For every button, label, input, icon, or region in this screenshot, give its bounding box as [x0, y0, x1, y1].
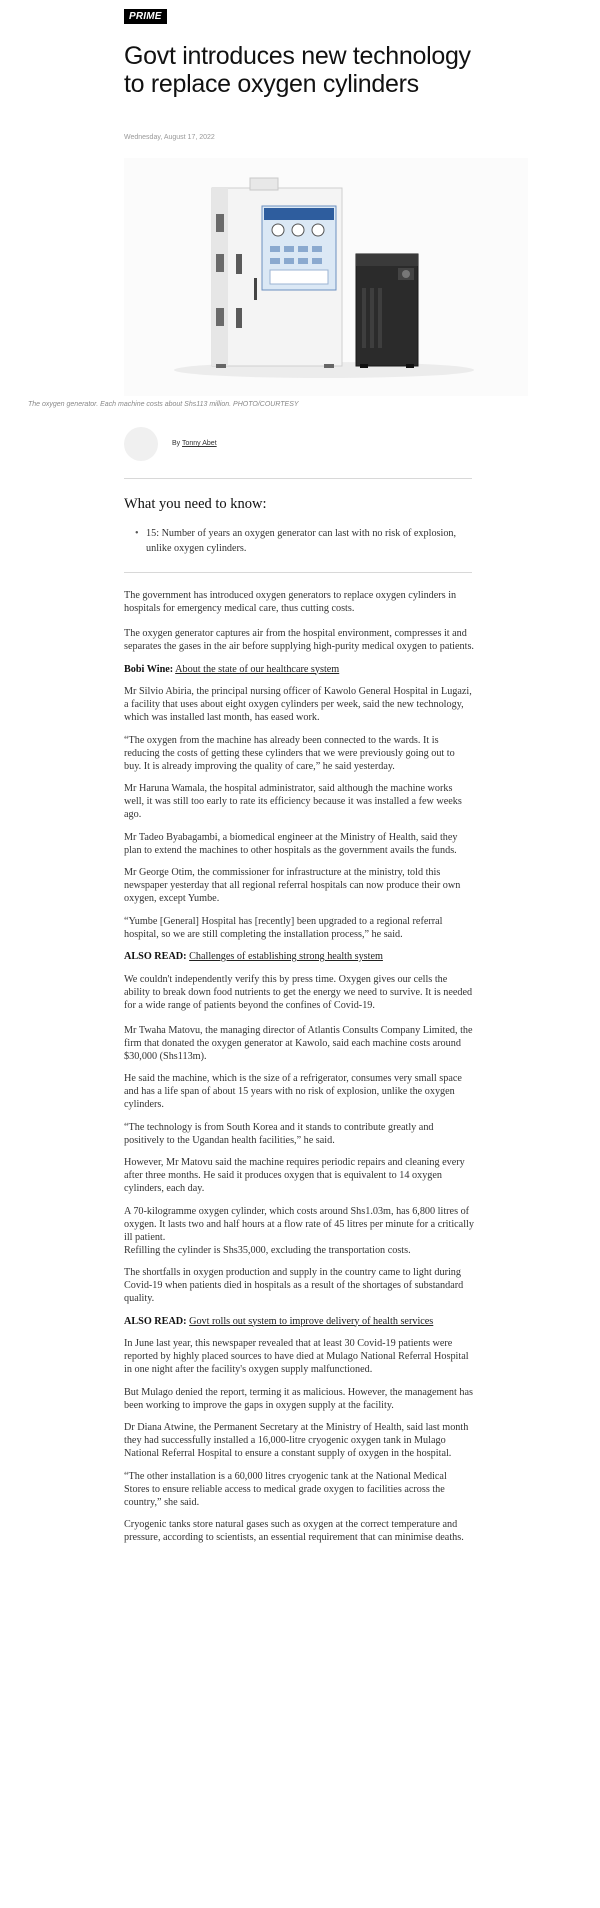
what-you-need-to-know-heading: What you need to know:: [124, 496, 267, 512]
image-caption: The oxygen generator. Each machine costs about Shs113 million. PHOTO/COURTESY: [28, 401, 299, 408]
paragraph: “The technology is from South Korea and it stands to contribute greatly and positively to the Ugandan health facilities,” he said.: [124, 1121, 434, 1146]
list-item: [124, 527, 472, 556]
author-avatar: [124, 427, 158, 461]
paragraph: We couldn't independently verify this by press time. Oxygen gives our cells the ability to break down food nutrients to get the energy we need to survive. It is needed for a wide range of patients beyond the confines of Covid-19.: [124, 973, 473, 1011]
related-link-bobi-wine: [124, 663, 474, 676]
author-byline: [172, 440, 217, 447]
publish-date: Wednesday, August 17, 2022: [124, 134, 215, 141]
divider-top: [124, 478, 472, 479]
what-you-need-to-know-list: [124, 527, 472, 556]
paragraph: A 70-kilogramme oxygen cylinder, which costs around Shs1.03m, has 6,800 litres of oxygen. It lasts two and half hours at a flow rate of 45 litres per minute for a critically ill patient.: [124, 1205, 474, 1243]
paragraph: The government has introduced oxygen generators to replace oxygen cylinders in hospitals for emergency medical care, thus cutting costs.: [124, 590, 457, 614]
related-link-text[interactable]: Govt rolls out system to improve delivery of health services: [189, 1315, 434, 1327]
paragraph: “The other installation is a 60,000 litres cryogenic tank at the National Medical Stores to ensure reliable access to medical grade oxygen to facilities across the country,” she said.: [124, 1470, 447, 1508]
paragraph: Mr George Otim, the commissioner for infrastructure at the ministry, told this newspaper yesterday that all regional referral hospitals can now produce their own oxygen, except Yumbe.: [124, 867, 461, 904]
related-link-text[interactable]: About the state of our healthcare system: [175, 663, 340, 675]
article-body: [124, 589, 474, 1554]
paragraph: Refilling the cylinder is Shs35,000, excluding the transportation costs.: [124, 1244, 411, 1256]
hero-image: [124, 158, 528, 396]
paragraph: Mr Silvio Abiria, the principal nursing officer of Kawolo General Hospital in Lugazi, a facility that uses about eight oxygen cylinders per week, said the new technology, which was installed last month, has eased work.: [124, 686, 472, 723]
paragraph: But Mulago denied the report, terming it as malicious. However, the management has been working to improve the gaps in oxygen supply at the facility.: [124, 1386, 473, 1411]
paragraph: Dr Diana Atwine, the Permanent Secretary at the Ministry of Health, said last month they had successfully installed a 16,000-litre cryogenic oxygen tank in Mulago National Referral Hospital to ensure a constant supply of oxygen in the hospital.: [124, 1422, 469, 1459]
paragraph: The oxygen generator captures air from the hospital environment, compresses it and separates the gases in the air before supplying high-purity medical oxygen to patients.: [124, 628, 474, 652]
paragraph: The shortfalls in oxygen production and supply in the country came to light during Covid-19 when patients died in hospitals as a result of the shortages of substandard quality.: [124, 1267, 464, 1304]
related-link-govt-rolls-out: [124, 1315, 474, 1328]
author-prefix: By: [172, 440, 181, 447]
divider-bottom: [124, 572, 472, 573]
paragraph: “Yumbe [General] Hospital has [recently] been upgraded to a regional referral hospital, so we are still completing the installation process,” he said.: [124, 915, 443, 940]
paragraph: In June last year, this newspaper revealed that at least 30 Covid-19 patients were reported by highly placed sources to have died at Mulago National Referral Hospital in one night after the facility's oxygen supply malfunctioned.: [124, 1338, 469, 1375]
article-title: Govt introduces new technology to replace oxygen cylinders: [124, 42, 471, 98]
prime-badge: PRIME: [124, 9, 167, 24]
related-link-lead: ALSO READ:: [124, 1315, 187, 1327]
related-link-text[interactable]: Challenges of establishing strong health system: [189, 951, 383, 962]
paragraph: Mr Haruna Wamala, the hospital administrator, said although the machine works well, it was still too early to rate its efficiency because it was installed a few weeks ago.: [124, 783, 462, 820]
paragraph: Cryogenic tanks store natural gases such as oxygen at the correct temperature and pressure, according to scientists, an essential requirement that can minimise deaths.: [124, 1519, 464, 1543]
paragraph: However, Mr Matovu said the machine requires periodic repairs and cleaning every after three months. He said it produces oxygen that is equivalent to 14 oxygen cylinders, each day.: [124, 1157, 465, 1194]
related-link-challenges: [124, 950, 474, 963]
bullet-icon: •: [135, 528, 139, 539]
paragraph: He said the machine, which is the size of a refrigerator, consumes very small space and has a life span of about 15 years with no risk of explosion, unlike the oxygen cylinders.: [124, 1073, 462, 1110]
related-link-lead: ALSO READ:: [124, 951, 187, 962]
paragraph: Mr Twaha Matovu, the managing director of Atlantis Consults Company Limited, the firm that donated the oxygen generator at Kawolo, said each machine costs around $30,000 (Shs113m).: [124, 1024, 473, 1062]
oxygen-generator-illustration: [124, 158, 528, 396]
author-name-link[interactable]: Tonny Abet: [182, 440, 217, 447]
list-item-text: 15: Number of years an oxygen generator can last with no risk of explosion, unlike oxygen cylinders.: [146, 528, 457, 554]
related-link-lead: Bobi Wine:: [124, 663, 174, 675]
paragraph: Mr Tadeo Byabagambi, a biomedical engineer at the Ministry of Health, said they plan to extend the machines to other hospitals as the government avails the funds.: [124, 831, 458, 856]
paragraph: “The oxygen from the machine has already been connected to the wards. It is reducing the costs of getting these cylinders that we were previously going out to buy. It is already improving the quality of care,” he said yesterday.: [124, 734, 455, 772]
